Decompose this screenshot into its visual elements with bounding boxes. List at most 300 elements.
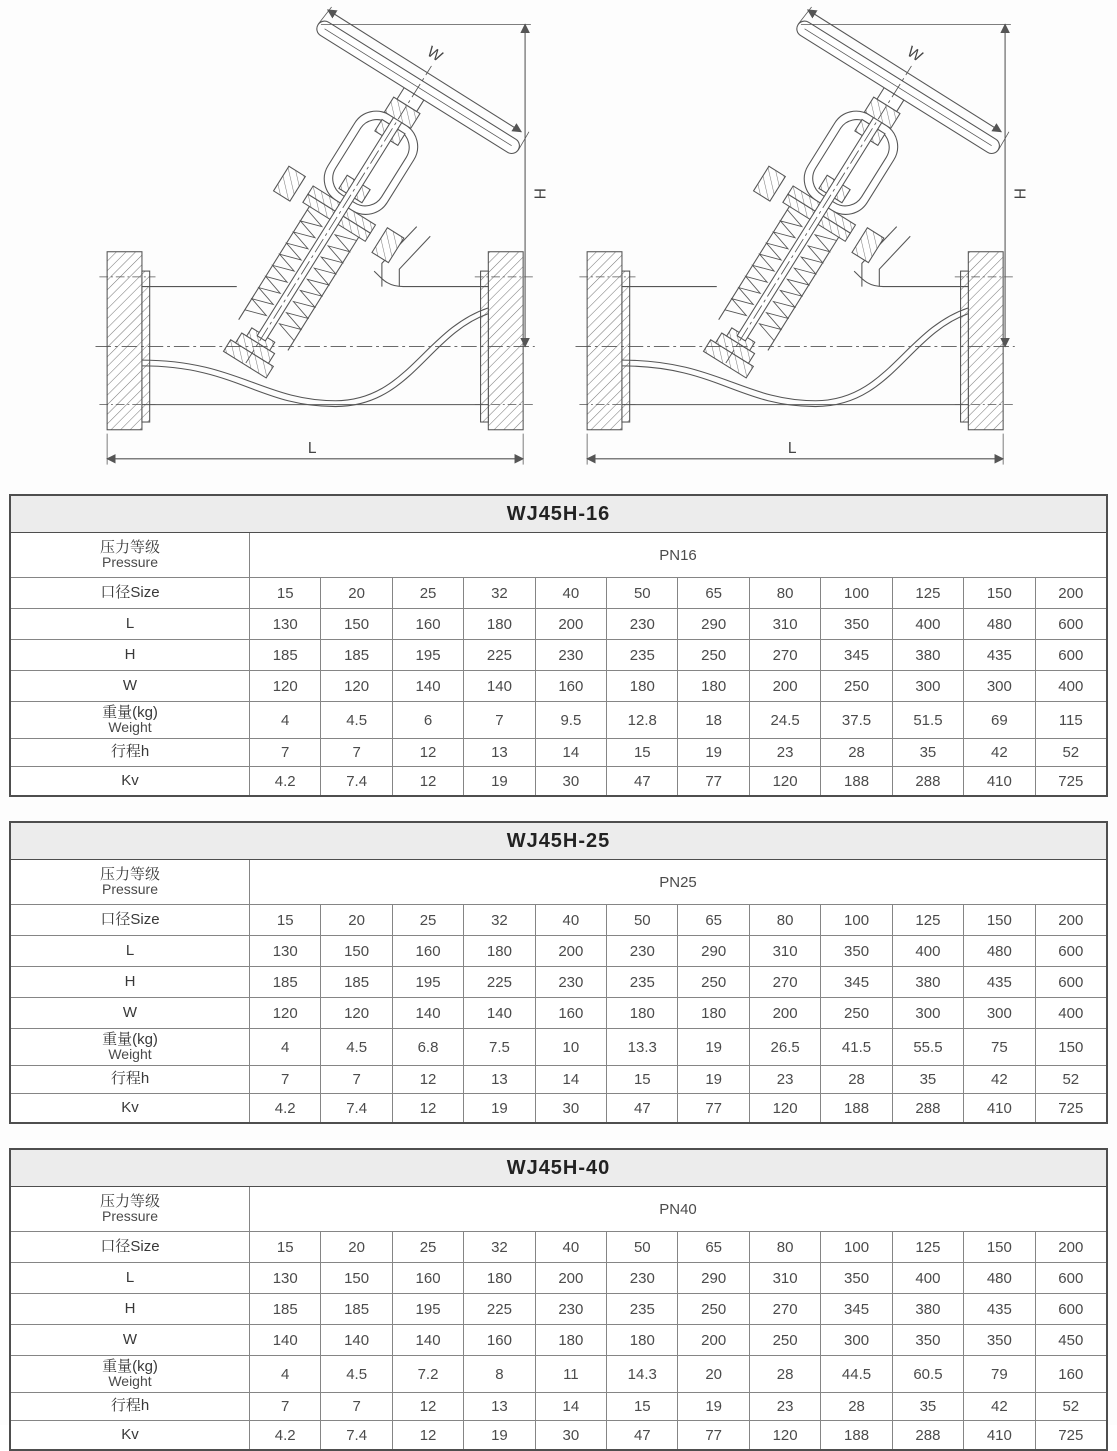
- table-cell: 300: [963, 998, 1034, 1028]
- row-label: 口径Size: [100, 910, 160, 928]
- table-cell: 28: [749, 1356, 820, 1392]
- table-cell: 60.5: [892, 1356, 963, 1392]
- table-cell: 600: [1035, 1263, 1106, 1293]
- table-cell: 9.5: [535, 702, 606, 738]
- table-row-l: [11, 935, 1106, 966]
- table-cell: 350: [820, 936, 891, 966]
- spec-table-wj45h-40: [9, 1148, 1108, 1451]
- spec-tables: [0, 494, 1117, 1451]
- table-cell: 14: [535, 739, 606, 766]
- pressure-row: [11, 533, 1106, 577]
- table-row-kv: [11, 1093, 1106, 1122]
- table-cell: 10: [535, 1029, 606, 1065]
- table-cell: 160: [392, 609, 463, 639]
- table-cell: 75: [963, 1029, 1034, 1065]
- table-cell: 23: [749, 1066, 820, 1093]
- table-cell: 160: [463, 1325, 534, 1355]
- dim-label-h: H: [1010, 188, 1028, 200]
- table-cell: 35: [892, 1066, 963, 1093]
- table-cell: 47: [606, 1421, 677, 1449]
- table-cell: 19: [677, 1029, 748, 1065]
- table-cell: 185: [320, 1294, 391, 1324]
- table-cell: 725: [1035, 1094, 1106, 1122]
- table-row-h: [11, 966, 1106, 997]
- table-cell: 188: [820, 1421, 891, 1449]
- table-cell: 42: [963, 1066, 1034, 1093]
- table-row-h: [11, 1293, 1106, 1324]
- valve-drawings: [0, 0, 1117, 484]
- table-cell: 120: [749, 1094, 820, 1122]
- table-cell: 380: [892, 1294, 963, 1324]
- table-cell: 410: [963, 1094, 1034, 1122]
- table-cell: 4.5: [320, 1029, 391, 1065]
- table-cell: 35: [892, 1393, 963, 1420]
- pressure-label-cn: 压力等级: [99, 1192, 160, 1210]
- table-cell: 435: [963, 967, 1034, 997]
- table-cell: 400: [1035, 998, 1106, 1028]
- table-cell: 25: [392, 578, 463, 608]
- row-label: 行程h: [110, 1070, 150, 1088]
- table-cell: 140: [320, 1325, 391, 1355]
- table-cell: 300: [892, 998, 963, 1028]
- row-label-cn: 重量(kg): [102, 1357, 158, 1375]
- table-cell: 32: [463, 1232, 534, 1262]
- table-cell: 195: [392, 640, 463, 670]
- table-cell: 410: [963, 1421, 1034, 1449]
- table-cell: 345: [820, 1294, 891, 1324]
- table-cell: 19: [677, 1393, 748, 1420]
- table-cell: 180: [677, 998, 748, 1028]
- row-label: L: [125, 1268, 135, 1286]
- valve-drawing-left: [90, 6, 548, 482]
- row-label: W: [122, 1003, 138, 1021]
- table-cell: 180: [677, 671, 748, 701]
- table-cell: 37.5: [820, 702, 891, 738]
- row-label: Kv: [121, 771, 139, 789]
- table-cell: 235: [606, 967, 677, 997]
- valve-drawing-right: [570, 6, 1028, 482]
- table-cell: 350: [892, 1325, 963, 1355]
- table-cell: 7: [320, 1393, 391, 1420]
- table-cell: 42: [963, 739, 1034, 766]
- table-cell: 7.4: [320, 1094, 391, 1122]
- table-cell: 65: [677, 578, 748, 608]
- table-cell: 400: [892, 936, 963, 966]
- table-cell: 120: [320, 998, 391, 1028]
- row-label: 口径Size: [100, 1237, 160, 1255]
- table-cell: 24.5: [749, 702, 820, 738]
- table-cell: 28: [820, 1393, 891, 1420]
- table-cell: 6: [392, 702, 463, 738]
- table-cell: 7: [320, 739, 391, 766]
- table-cell: 200: [535, 1263, 606, 1293]
- table-cell: 350: [820, 609, 891, 639]
- table-cell: 15: [606, 739, 677, 766]
- pressure-value: PN25: [249, 860, 1106, 904]
- table-cell: 290: [677, 936, 748, 966]
- table-cell: 290: [677, 1263, 748, 1293]
- table-cell: 7: [463, 702, 534, 738]
- pressure-label: [11, 1187, 249, 1231]
- row-label-cn: 重量(kg): [102, 703, 158, 721]
- table-cell: 4.5: [320, 1356, 391, 1392]
- table-cell: 7.4: [320, 767, 391, 795]
- pressure-value: PN16: [249, 533, 1106, 577]
- row-label: Kv: [121, 1425, 139, 1443]
- row-label: 行程h: [110, 1397, 150, 1415]
- table-cell: 140: [463, 671, 534, 701]
- table-cell: 200: [535, 936, 606, 966]
- table-cell: 130: [249, 609, 320, 639]
- table-cell: 4: [249, 702, 320, 738]
- table-cell: 65: [677, 905, 748, 935]
- table-title-row: [11, 496, 1106, 533]
- table-cell: 69: [963, 702, 1034, 738]
- table-cell: 80: [749, 1232, 820, 1262]
- table-cell: 150: [963, 905, 1034, 935]
- table-cell: 7.4: [320, 1421, 391, 1449]
- table-cell: 160: [1035, 1356, 1106, 1392]
- table-cell: 42: [963, 1393, 1034, 1420]
- table-cell: 300: [963, 671, 1034, 701]
- table-cell: 47: [606, 1094, 677, 1122]
- table-cell: 51.5: [892, 702, 963, 738]
- table-cell: 50: [606, 905, 677, 935]
- table-title: WJ45H-25: [506, 829, 611, 852]
- table-row-l: [11, 608, 1106, 639]
- table-cell: 80: [749, 905, 820, 935]
- valve-drawing-right: [570, 6, 1028, 482]
- table-cell: 140: [392, 671, 463, 701]
- table-cell: 100: [820, 1232, 891, 1262]
- table-cell: 4.5: [320, 702, 391, 738]
- table-cell: 725: [1035, 1421, 1106, 1449]
- table-cell: 185: [249, 640, 320, 670]
- table-cell: 290: [677, 609, 748, 639]
- table-cell: 19: [677, 1066, 748, 1093]
- table-cell: 50: [606, 1232, 677, 1262]
- table-cell: 600: [1035, 967, 1106, 997]
- table-cell: 600: [1035, 640, 1106, 670]
- table-cell: 200: [1035, 905, 1106, 935]
- table-cell: 15: [249, 578, 320, 608]
- table-cell: 47: [606, 767, 677, 795]
- table-cell: 345: [820, 967, 891, 997]
- table-cell: 13: [463, 739, 534, 766]
- table-cell: 185: [249, 1294, 320, 1324]
- table-cell: 200: [677, 1325, 748, 1355]
- table-cell: 18: [677, 702, 748, 738]
- row-label: 口径Size: [100, 583, 160, 601]
- pressure-label: [11, 533, 249, 577]
- table-cell: 125: [892, 905, 963, 935]
- table-cell: 80: [749, 578, 820, 608]
- table-cell: 130: [249, 1263, 320, 1293]
- table-cell: 400: [1035, 671, 1106, 701]
- table-cell: 20: [320, 1232, 391, 1262]
- table-cell: 65: [677, 1232, 748, 1262]
- table-row-行程h: [11, 1065, 1106, 1093]
- table-cell: 230: [606, 1263, 677, 1293]
- table-cell: 130: [249, 936, 320, 966]
- row-label: [11, 702, 249, 738]
- table-cell: 725: [1035, 767, 1106, 795]
- table-title-row: [11, 1150, 1106, 1187]
- table-cell: 380: [892, 967, 963, 997]
- table-cell: 150: [1035, 1029, 1106, 1065]
- table-cell: 195: [392, 1294, 463, 1324]
- table-cell: 7: [249, 739, 320, 766]
- table-row-行程h: [11, 738, 1106, 766]
- table-cell: 32: [463, 905, 534, 935]
- row-label: H: [124, 1299, 136, 1317]
- table-cell: 250: [677, 1294, 748, 1324]
- pressure-row: [11, 1187, 1106, 1231]
- table-cell: 310: [749, 609, 820, 639]
- table-cell: 150: [963, 1232, 1034, 1262]
- table-cell: 180: [606, 671, 677, 701]
- table-cell: 380: [892, 640, 963, 670]
- table-cell: 270: [749, 1294, 820, 1324]
- table-cell: 600: [1035, 936, 1106, 966]
- table-cell: 140: [249, 1325, 320, 1355]
- table-cell: 270: [749, 640, 820, 670]
- table-cell: 25: [392, 1232, 463, 1262]
- row-label: L: [125, 614, 135, 632]
- table-cell: 120: [249, 998, 320, 1028]
- table-cell: 52: [1035, 1066, 1106, 1093]
- table-cell: 480: [963, 1263, 1034, 1293]
- table-cell: 28: [820, 739, 891, 766]
- table-cell: 140: [392, 998, 463, 1028]
- table-cell: 150: [320, 936, 391, 966]
- table-cell: 77: [677, 1421, 748, 1449]
- table-cell: 480: [963, 609, 1034, 639]
- table-cell: 200: [749, 671, 820, 701]
- table-cell: 230: [535, 1294, 606, 1324]
- table-cell: 25: [392, 905, 463, 935]
- table-cell: 450: [1035, 1325, 1106, 1355]
- table-cell: 14: [535, 1066, 606, 1093]
- table-cell: 15: [249, 905, 320, 935]
- table-cell: 4: [249, 1029, 320, 1065]
- table-cell: 12.8: [606, 702, 677, 738]
- table-cell: 6.8: [392, 1029, 463, 1065]
- table-cell: 600: [1035, 1294, 1106, 1324]
- table-cell: 300: [892, 671, 963, 701]
- row-label-en: Weight: [108, 1373, 152, 1390]
- table-cell: 40: [535, 1232, 606, 1262]
- table-cell: 12: [392, 1094, 463, 1122]
- valve-drawing-left: [90, 6, 548, 482]
- table-cell: 120: [749, 1421, 820, 1449]
- table-cell: 400: [892, 609, 963, 639]
- table-row-size: [11, 1231, 1106, 1262]
- table-cell: 288: [892, 767, 963, 795]
- table-cell: 7: [249, 1393, 320, 1420]
- table-cell: 180: [606, 998, 677, 1028]
- table-cell: 12: [392, 1066, 463, 1093]
- table-cell: 4.2: [249, 767, 320, 795]
- table-cell: 235: [606, 640, 677, 670]
- table-cell: 185: [320, 967, 391, 997]
- table-cell: 225: [463, 967, 534, 997]
- row-label: Kv: [121, 1098, 139, 1116]
- table-cell: 160: [535, 998, 606, 1028]
- table-cell: 12: [392, 1421, 463, 1449]
- table-cell: 125: [892, 1232, 963, 1262]
- pressure-row: [11, 860, 1106, 904]
- table-cell: 250: [749, 1325, 820, 1355]
- table-cell: 350: [963, 1325, 1034, 1355]
- table-row-w: [11, 670, 1106, 701]
- table-row-重量(kg): [11, 701, 1106, 738]
- table-cell: 230: [535, 640, 606, 670]
- table-cell: 250: [677, 640, 748, 670]
- table-cell: 30: [535, 1094, 606, 1122]
- table-cell: 160: [535, 671, 606, 701]
- pressure-label-cn: 压力等级: [99, 538, 160, 556]
- table-cell: 150: [963, 578, 1034, 608]
- table-row-kv: [11, 766, 1106, 795]
- table-cell: 12: [392, 1393, 463, 1420]
- table-cell: 23: [749, 1393, 820, 1420]
- table-cell: 13: [463, 1393, 534, 1420]
- table-cell: 19: [463, 767, 534, 795]
- table-cell: 11: [535, 1356, 606, 1392]
- table-cell: 8: [463, 1356, 534, 1392]
- table-cell: 20: [677, 1356, 748, 1392]
- table-cell: 180: [463, 1263, 534, 1293]
- table-cell: 310: [749, 936, 820, 966]
- pressure-label: [11, 860, 249, 904]
- table-cell: 26.5: [749, 1029, 820, 1065]
- table-cell: 185: [249, 967, 320, 997]
- table-cell: 4: [249, 1356, 320, 1392]
- table-cell: 225: [463, 1294, 534, 1324]
- table-cell: 270: [749, 967, 820, 997]
- table-cell: 140: [463, 998, 534, 1028]
- table-row-size: [11, 904, 1106, 935]
- table-cell: 28: [820, 1066, 891, 1093]
- table-cell: 77: [677, 767, 748, 795]
- spec-table-wj45h-25: [9, 821, 1108, 1124]
- table-title: WJ45H-16: [506, 502, 611, 525]
- row-label: H: [124, 972, 136, 990]
- table-cell: 160: [392, 1263, 463, 1293]
- table-cell: 150: [320, 609, 391, 639]
- table-cell: 185: [320, 640, 391, 670]
- table-cell: 180: [463, 936, 534, 966]
- table-cell: 310: [749, 1263, 820, 1293]
- table-cell: 230: [606, 609, 677, 639]
- table-cell: 7.5: [463, 1029, 534, 1065]
- table-cell: 188: [820, 767, 891, 795]
- table-cell: 4.2: [249, 1094, 320, 1122]
- table-row-size: [11, 577, 1106, 608]
- table-cell: 79: [963, 1356, 1034, 1392]
- table-cell: 20: [320, 905, 391, 935]
- row-label-cn: 重量(kg): [102, 1030, 158, 1048]
- table-cell: 150: [320, 1263, 391, 1293]
- pressure-label-cn: 压力等级: [99, 865, 160, 883]
- table-cell: 77: [677, 1094, 748, 1122]
- table-cell: 40: [535, 578, 606, 608]
- dim-label-l: L: [787, 439, 797, 457]
- table-cell: 140: [392, 1325, 463, 1355]
- table-cell: 7: [249, 1066, 320, 1093]
- table-cell: 120: [749, 767, 820, 795]
- table-cell: 250: [677, 967, 748, 997]
- table-cell: 19: [463, 1094, 534, 1122]
- table-cell: 195: [392, 967, 463, 997]
- table-cell: 12: [392, 767, 463, 795]
- table-cell: 41.5: [820, 1029, 891, 1065]
- table-cell: 7.2: [392, 1356, 463, 1392]
- table-row-w: [11, 997, 1106, 1028]
- dim-label-l: L: [307, 439, 317, 457]
- table-cell: 200: [1035, 1232, 1106, 1262]
- table-cell: 400: [892, 1263, 963, 1293]
- table-cell: 125: [892, 578, 963, 608]
- table-cell: 288: [892, 1094, 963, 1122]
- dim-label-w: W: [903, 43, 925, 66]
- table-row-h: [11, 639, 1106, 670]
- table-cell: 250: [820, 671, 891, 701]
- table-cell: 7: [320, 1066, 391, 1093]
- table-cell: 200: [535, 609, 606, 639]
- table-cell: 180: [535, 1325, 606, 1355]
- table-cell: 100: [820, 578, 891, 608]
- table-cell: 30: [535, 767, 606, 795]
- table-row-kv: [11, 1420, 1106, 1449]
- table-cell: 19: [463, 1421, 534, 1449]
- table-cell: 250: [820, 998, 891, 1028]
- table-title: WJ45H-40: [506, 1156, 611, 1179]
- table-row-l: [11, 1262, 1106, 1293]
- table-cell: 120: [249, 671, 320, 701]
- table-cell: 15: [606, 1393, 677, 1420]
- table-cell: 410: [963, 767, 1034, 795]
- table-row-行程h: [11, 1392, 1106, 1420]
- table-row-w: [11, 1324, 1106, 1355]
- table-cell: 20: [320, 578, 391, 608]
- table-cell: 14: [535, 1393, 606, 1420]
- table-cell: 100: [820, 905, 891, 935]
- table-cell: 52: [1035, 739, 1106, 766]
- row-label: [11, 1029, 249, 1065]
- table-cell: 200: [749, 998, 820, 1028]
- pressure-value: PN40: [249, 1187, 1106, 1231]
- table-cell: 230: [535, 967, 606, 997]
- table-cell: 350: [820, 1263, 891, 1293]
- table-cell: 230: [606, 936, 677, 966]
- table-cell: 30: [535, 1421, 606, 1449]
- table-cell: 225: [463, 640, 534, 670]
- table-cell: 115: [1035, 702, 1106, 738]
- table-cell: 300: [820, 1325, 891, 1355]
- table-cell: 480: [963, 936, 1034, 966]
- table-cell: 160: [392, 936, 463, 966]
- table-cell: 15: [249, 1232, 320, 1262]
- table-cell: 40: [535, 905, 606, 935]
- row-label-en: Weight: [108, 1046, 152, 1063]
- dim-label-w: W: [423, 43, 445, 66]
- table-cell: 235: [606, 1294, 677, 1324]
- pressure-label-en: Pressure: [101, 554, 159, 571]
- table-cell: 35: [892, 739, 963, 766]
- table-cell: 188: [820, 1094, 891, 1122]
